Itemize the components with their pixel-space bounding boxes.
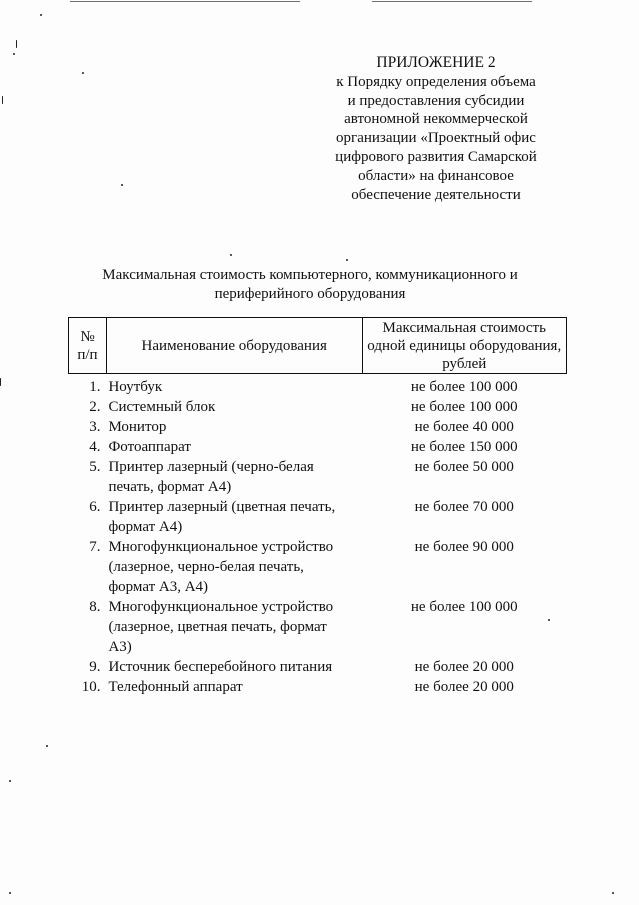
table-row: [69, 537, 567, 597]
scan-speck: [13, 53, 15, 55]
table-row: [69, 417, 567, 437]
name-line: формат А4): [108, 519, 183, 535]
title-line: Максимальная стоимость компьютерного, коммуникационного и: [102, 267, 518, 283]
name-line: Монитор: [108, 419, 167, 435]
appendix-line: и предоставления субсидии: [347, 92, 525, 109]
row-max-price: не более 150 000: [410, 439, 518, 455]
name-line: Ноутбук: [108, 379, 163, 395]
scan-speck: [9, 892, 11, 894]
header-price-line: рублей: [442, 356, 487, 372]
scan-speck: [612, 892, 614, 894]
table-row: [69, 374, 567, 398]
name-line: Принтер лазерный (цветная печать,: [108, 499, 336, 515]
name-line: печать, формат А4): [108, 479, 232, 495]
name-line: (лазерное, черно-белая печать,: [108, 559, 304, 575]
appendix-line: цифрового развития Самарской: [335, 148, 537, 165]
header-max-price: [362, 318, 567, 374]
row-number: 8.: [89, 599, 101, 615]
name-line: Многофункциональное устройство: [108, 539, 334, 555]
title-line: периферийного оборудования: [214, 286, 406, 302]
name-line: формат А3, А4): [108, 579, 209, 595]
scan-edge-line: [372, 1, 532, 2]
row-number: 9.: [89, 659, 101, 675]
appendix-line: автономной некоммерческой: [344, 111, 528, 128]
header-price-line: Максимальная стоимость: [382, 320, 546, 336]
name-line: Телефонный аппарат: [108, 679, 243, 695]
scan-speck: [16, 40, 17, 48]
table-row: [69, 657, 567, 677]
name-line: А3): [108, 639, 132, 655]
row-max-price: не более 50 000: [414, 459, 514, 475]
scan-edge-line: [70, 1, 300, 2]
table-row: [69, 397, 567, 417]
row-number: 4.: [89, 439, 101, 455]
row-equipment-name: [106, 437, 362, 457]
row-max-price: не более 100 000: [410, 599, 518, 615]
header-number-line: п/п: [77, 347, 98, 363]
appendix-heading: ПРИЛОЖЕНИЕ 2: [376, 54, 496, 71]
row-equipment-name: [106, 374, 362, 398]
appendix-line: обеспечение деятельности: [351, 186, 521, 203]
scan-speck: [0, 378, 1, 386]
name-line: Фотоаппарат: [108, 439, 191, 455]
table-row: [69, 677, 567, 697]
appendix-header: [330, 54, 542, 204]
appendix-line: области» на финансовое: [358, 167, 514, 184]
name-line: Источник бесперебойного питания: [108, 659, 333, 675]
row-equipment-name: [106, 417, 362, 437]
scan-speck: [2, 96, 3, 104]
appendix-line: организации «Проектный офис: [336, 130, 536, 147]
name-line: Системный блок: [108, 399, 216, 415]
row-equipment-name: [106, 657, 362, 677]
table-row: [69, 597, 567, 657]
scan-speck: [46, 745, 48, 747]
row-max-price: не более 100 000: [410, 379, 518, 395]
scan-speck: [9, 780, 11, 782]
name-line: Принтер лазерный (черно-белая: [108, 459, 314, 475]
row-equipment-name: [106, 677, 362, 697]
row-number: 10.: [81, 679, 101, 695]
equipment-table: [68, 317, 567, 697]
row-equipment-name: [106, 597, 362, 657]
scan-speck: [230, 254, 232, 256]
row-equipment-name: [106, 497, 362, 537]
row-number: 7.: [89, 539, 101, 555]
header-equipment-name: Наименование оборудования: [106, 318, 362, 374]
table-header-row: [69, 318, 567, 374]
row-max-price: не более 100 000: [410, 399, 518, 415]
row-max-price: не более 40 000: [414, 419, 514, 435]
row-number: 5.: [89, 459, 101, 475]
row-max-price: не более 70 000: [414, 499, 514, 515]
table-row: [69, 457, 567, 497]
scan-speck: [40, 14, 42, 16]
name-line: Многофункциональное устройство: [108, 599, 334, 615]
name-line: (лазерное, цветная печать, формат: [108, 619, 327, 635]
row-number: 2.: [89, 399, 101, 415]
row-equipment-name: [106, 397, 362, 417]
row-number: 6.: [89, 499, 101, 515]
scan-speck: [121, 184, 123, 186]
row-max-price: не более 20 000: [414, 659, 514, 675]
table-row: [69, 437, 567, 457]
header-number-line: №: [80, 329, 95, 345]
row-number: 3.: [89, 419, 101, 435]
table-row: [69, 497, 567, 537]
row-equipment-name: [106, 537, 362, 597]
scan-speck: [346, 259, 348, 261]
document-title: [90, 266, 530, 304]
header-number: [69, 318, 107, 374]
appendix-line: к Порядку определения объема: [336, 73, 536, 90]
scan-speck: [82, 72, 84, 74]
row-max-price: не более 20 000: [414, 679, 514, 695]
row-equipment-name: [106, 457, 362, 497]
header-price-line: одной единицы оборудования,: [367, 338, 562, 354]
row-number: 1.: [89, 379, 101, 395]
row-max-price: не более 90 000: [414, 539, 514, 555]
